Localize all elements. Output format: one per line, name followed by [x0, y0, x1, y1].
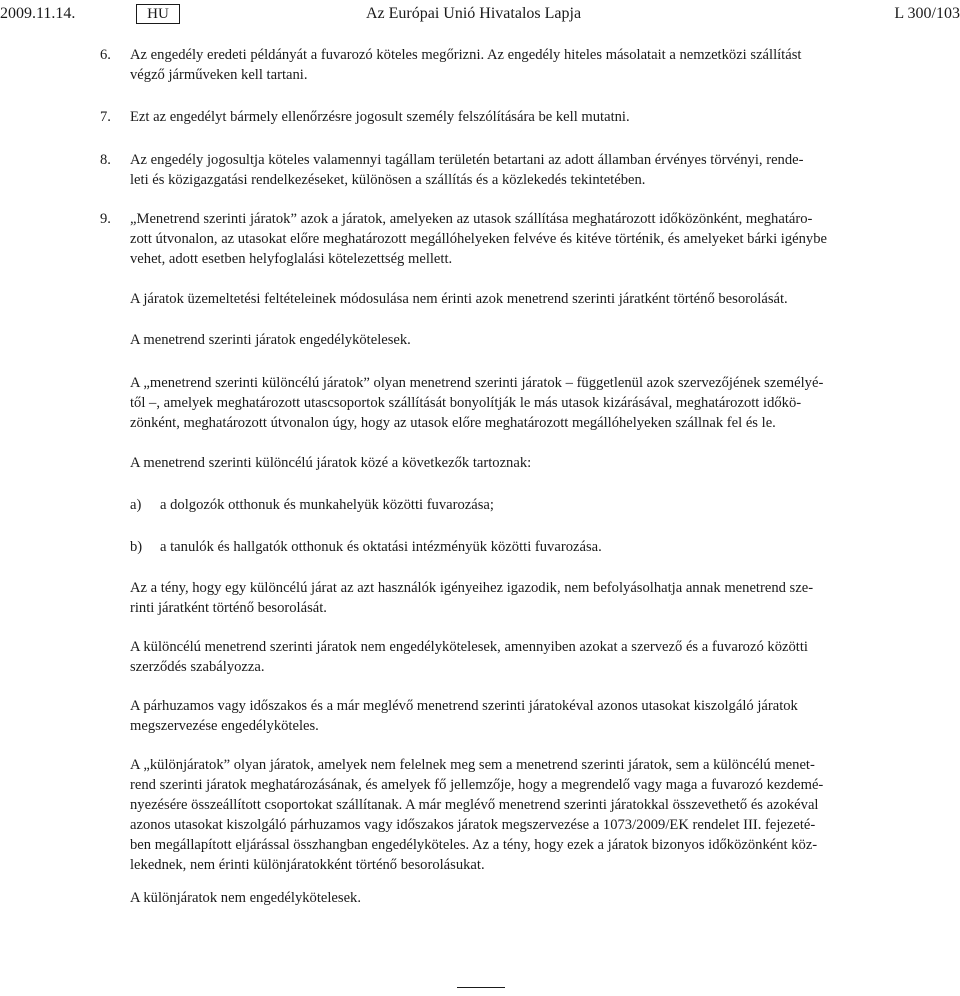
item-text — [130, 107, 860, 127]
text-line: nyezésére összeállított csoportokat szállítanak. A már meglévő menetrend szerinti járatokkal összevethető és azokéval — [130, 797, 819, 813]
text-line: rend szerinti járatok meghatározásának, és amelyek fő jellemzője, hogy a megrendelő vagy maga a fuvarozó kezdemé- — [130, 777, 824, 793]
paragraph — [130, 637, 860, 677]
item-number: 6. — [100, 47, 111, 63]
text-line: leti és közigazgatási rendelkezéseket, különösen a szállítás és a közlekedés tekintetében. — [130, 172, 646, 188]
item-number: 9. — [100, 211, 111, 227]
publication-date: 2009.11.14. — [0, 5, 76, 22]
text-line: A járatok üzemeltetési feltételeinek módosulása nem érinti azok menetrend szerinti járatként történő besorolását. — [130, 291, 788, 307]
paragraph — [130, 289, 860, 309]
text-line: A „menetrend szerinti különcélú járatok” olyan menetrend szerinti járatok – függetlenül azok szervezőjének személyé- — [130, 375, 824, 391]
item-number: 7. — [100, 109, 111, 125]
paragraph — [130, 578, 860, 618]
page-header — [0, 2, 960, 26]
text-line: Az a tény, hogy egy különcélú járat az azt használók igényeihez igazodik, nem befolyásolhatja annak menetrend sze- — [130, 580, 814, 596]
text-line: megszervezése engedélyköteles. — [130, 718, 319, 734]
text-line: rinti járatként történő besorolását. — [130, 600, 327, 616]
text-line: „Menetrend szerinti járatok” azok a járatok, amelyeken az utasok szállítása meghatározott időközönként, meghatáro- — [130, 211, 813, 227]
text-line: vehet, adott esetben helyfoglalási kötelezettség mellett. — [130, 251, 453, 267]
language-code-box: HU — [136, 4, 180, 24]
item-number: 8. — [100, 152, 111, 168]
text-line: lekednek, nem érinti különjáratokként történő besorolásukat. — [130, 857, 485, 873]
text-line: azonos utasokat kiszolgáló párhuzamos vagy időszakos járatok megszervezése a 1073/2009/EK rendelet III. fejezeté- — [130, 817, 816, 833]
paragraph — [130, 755, 860, 875]
text-line: ben megállapított eljárással összhangban engedélyköteles. Az a tény, hogy ezek a járatok bizonyos időközönként köz- — [130, 837, 818, 853]
text-line: A különjáratok nem engedélykötelesek. — [130, 890, 361, 906]
paragraph — [130, 330, 860, 350]
text-line: Ezt az engedélyt bármely ellenőrzésre jogosult személy felszólítására be kell mutatni. — [130, 109, 630, 125]
text-line: szerződés szabályozza. — [130, 659, 265, 675]
list-item-label: a) — [130, 497, 142, 513]
text-line: Az engedély jogosultja köteles valamennyi tagállam területén betartani az adott államban érvényes törvényi, rende- — [130, 152, 804, 168]
paragraph — [130, 696, 860, 736]
text-line: A menetrend szerinti járatok engedélykötelesek. — [130, 332, 411, 348]
item-text — [130, 150, 860, 190]
list-item-text: a tanulók és hallgatók otthonuk és oktatási intézményük közötti fuvarozása. — [160, 539, 602, 555]
text-line: végző járműveken kell tartani. — [130, 67, 308, 83]
paragraph — [130, 373, 860, 433]
text-line: zönként, meghatározott útvonalon úgy, hogy az utasok előre meghatározott megállóhelyeken szállnak fel és le. — [130, 415, 776, 431]
journal-title: Az Európai Unió Hivatalos Lapja — [366, 5, 582, 22]
paragraph — [130, 888, 860, 908]
footer-divider — [457, 987, 505, 988]
list-item-label: b) — [130, 539, 143, 555]
text-line: A párhuzamos vagy időszakos és a már meglévő menetrend szerinti járatokéval azonos utasokat kiszolgáló járatok — [130, 698, 798, 714]
text-line: től –, amelyek meghatározott utascsoportok szállítását bonyolítják le más utasok kizárásával, meghatározott időkö- — [130, 395, 802, 411]
text-line: zott útvonalon, az utasokat előre meghatározott megállóhelyeken felvéve és kitéve történik, és amelyeket bárki igénybe — [130, 231, 827, 247]
list-item-text: a dolgozók otthonuk és munkahelyük közötti fuvarozása; — [160, 497, 494, 513]
text-line: Az engedély eredeti példányát a fuvarozó köteles megőrizni. Az engedély hiteles másolatait a nemzetközi szállítást — [130, 47, 802, 63]
text-line: A menetrend szerinti különcélú járatok közé a következők tartoznak: — [130, 455, 532, 471]
paragraph — [130, 453, 860, 473]
text-line: A különcélú menetrend szerinti járatok nem engedélykötelesek, amennyiben azokat a szervező és a fuvarozó közötti — [130, 639, 808, 655]
text-line: A „különjáratok” olyan járatok, amelyek nem felelnek meg sem a menetrend szerinti járatok, sem a különcélú menet- — [130, 757, 815, 773]
page-reference: L 300/103 — [894, 5, 960, 22]
item-text — [130, 209, 860, 269]
item-text — [130, 45, 860, 85]
